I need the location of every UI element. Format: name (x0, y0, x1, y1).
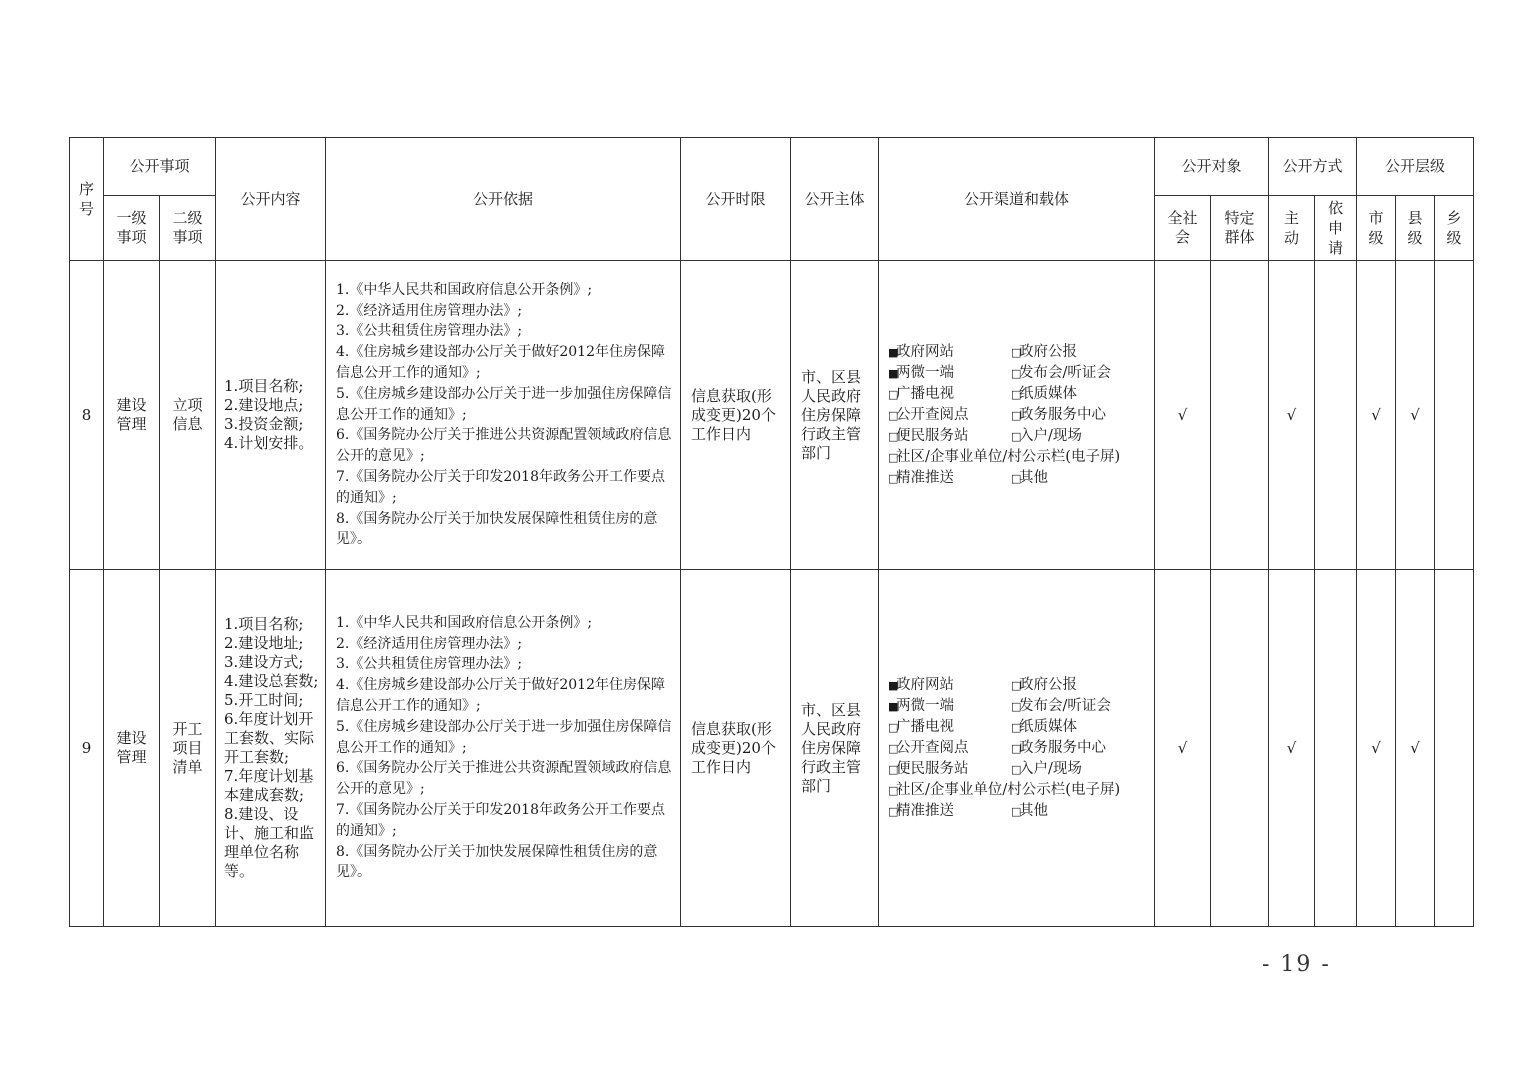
check-mode-request (1315, 261, 1357, 570)
header-level-city: 市级 (1357, 196, 1396, 261)
unchecked-box-icon: □ (888, 741, 899, 755)
unchecked-box-icon: □ (888, 408, 899, 422)
checked-box-icon: ■ (888, 366, 899, 380)
row-subject: 市、区县人民政府住房保障行政主管部门 (791, 570, 879, 927)
header-mode-group: 公开方式 (1269, 138, 1357, 196)
channel-radio-tv: □广播电视 (888, 717, 1011, 738)
unchecked-box-icon: □ (888, 762, 899, 776)
row-time-limit: 信息获取(形成变更)20个工作日内 (681, 570, 791, 927)
unchecked-box-icon: □ (888, 720, 899, 734)
header-content: 公开内容 (216, 138, 326, 261)
channel-bulletin-board: □社区/企事业单位/村公示栏(电子屏) (888, 447, 1146, 468)
channel-public-reading: □公开查阅点 (888, 405, 1011, 426)
check-target-specific (1211, 570, 1269, 927)
row-level2: 立项信息 (160, 261, 216, 570)
channel-door-to-door: □入户/现场 (1011, 759, 1134, 780)
basis-item: 8.《国务院办公厅关于加快发展保障性租赁住房的意见》。 (336, 510, 658, 548)
check-target-all: √ (1155, 570, 1211, 927)
content-line: 6.年度计划开工套数、实际开工套数; (224, 710, 315, 766)
unchecked-box-icon: □ (1011, 387, 1022, 401)
row-basis (326, 261, 681, 570)
content-line: 3.投资金额; (224, 415, 304, 433)
unchecked-box-icon: □ (1011, 678, 1022, 692)
row-seq: 9 (70, 570, 104, 927)
row-channels (879, 261, 1155, 570)
page-number: - 19 - (1262, 952, 1331, 977)
row-level1: 建设管理 (104, 261, 160, 570)
basis-item: 4.《住房城乡建设部办公厅关于做好2012年住房保障信息公开工作的通知》; (336, 677, 666, 714)
channel-press-hearing: □发布会/听证会 (1011, 363, 1134, 384)
header-item-group: 公开事项 (104, 138, 216, 196)
content-line: 8.建设、设计、施工和监理单位名称等。 (224, 805, 315, 880)
check-mode-active: √ (1269, 261, 1315, 570)
channel-radio-tv: □广播电视 (888, 384, 1011, 405)
row-subject: 市、区县人民政府住房保障行政主管部门 (791, 261, 879, 570)
check-level-city: √ (1357, 570, 1396, 927)
basis-item: 8.《国务院办公厅关于加快发展保障性租赁住房的意见》。 (336, 843, 658, 881)
basis-item: 3.《公共租赁住房管理办法》; (336, 323, 523, 340)
basis-item: 2.《经济适用住房管理办法》; (336, 302, 523, 319)
basis-item: 1.《中华人民共和国政府信息公开条例》; (336, 614, 593, 631)
channel-precise-push: □精准推送 (888, 468, 1011, 489)
header-subject: 公开主体 (791, 138, 879, 261)
channel-gov-website: ■政府网站 (888, 675, 1011, 696)
channel-weibo-wechat-app: ■两微一端 (888, 363, 1011, 384)
channel-public-reading: □公开查阅点 (888, 738, 1011, 759)
basis-item: 2.《经济适用住房管理办法》; (336, 635, 523, 652)
content-line: 2.建设地址; (224, 634, 304, 652)
channel-print-media: □纸质媒体 (1011, 717, 1134, 738)
row-basis (326, 570, 681, 927)
checked-box-icon: ■ (888, 699, 899, 713)
header-level-town: 乡级 (1435, 196, 1474, 261)
header-level-group: 公开层级 (1357, 138, 1474, 196)
disclosure-table (69, 137, 1474, 927)
unchecked-box-icon: □ (888, 783, 899, 797)
unchecked-box-icon: □ (1011, 741, 1022, 755)
channel-other: □其他 (1011, 468, 1134, 489)
basis-item: 5.《住房城乡建设部办公厅关于进一步加强住房保障信息公开工作的通知》; (336, 385, 672, 423)
basis-item: 6.《国务院办公厅关于推进公共资源配置领域政府信息公开的意见》; (336, 427, 672, 465)
content-line: 1.项目名称; (224, 615, 304, 633)
basis-item: 7.《国务院办公厅关于印发2018年政务公开工作要点的通知》; (336, 801, 666, 839)
basis-item: 7.《国务院办公厅关于印发2018年政务公开工作要点的通知》; (336, 468, 666, 506)
unchecked-box-icon: □ (888, 429, 899, 443)
row-channels (879, 570, 1155, 927)
table-row (70, 261, 1474, 570)
basis-item: 5.《住房城乡建设部办公厅关于进一步加强住房保障信息公开工作的通知》; (336, 718, 672, 756)
channel-precise-push: □精准推送 (888, 801, 1011, 822)
unchecked-box-icon: □ (888, 471, 899, 485)
unchecked-box-icon: □ (1011, 699, 1022, 713)
basis-item: 3.《公共租赁住房管理办法》; (336, 656, 523, 673)
check-level-town (1435, 261, 1474, 570)
header-target-group: 公开对象 (1155, 138, 1269, 196)
header-target-specific: 特定群体 (1211, 196, 1269, 261)
row-level2: 开工项目清单 (160, 570, 216, 927)
content-line: 5.开工时间; (224, 691, 304, 709)
header-level2: 二级事项 (160, 196, 216, 261)
channel-gov-gazette: □政府公报 (1011, 342, 1134, 363)
row-level1: 建设管理 (104, 570, 160, 927)
check-mode-request (1315, 570, 1357, 927)
checked-box-icon: ■ (888, 345, 899, 359)
channel-door-to-door: □入户/现场 (1011, 426, 1134, 447)
checked-box-icon: ■ (888, 678, 899, 692)
table-row (70, 570, 1474, 927)
row-seq: 8 (70, 261, 104, 570)
channel-gov-website: ■政府网站 (888, 342, 1011, 363)
header-level1: 一级事项 (104, 196, 160, 261)
unchecked-box-icon: □ (1011, 429, 1022, 443)
unchecked-box-icon: □ (1011, 804, 1022, 818)
channel-service-station: □便民服务站 (888, 426, 1011, 447)
channel-service-center: □政务服务中心 (1011, 738, 1134, 759)
content-line: 7.年度计划基本建成套数; (224, 767, 314, 804)
header-seq: 序号 (70, 138, 104, 261)
check-level-county: √ (1396, 570, 1435, 927)
check-level-town (1435, 570, 1474, 927)
unchecked-box-icon: □ (1011, 408, 1022, 422)
unchecked-box-icon: □ (888, 450, 899, 464)
unchecked-box-icon: □ (1011, 471, 1022, 485)
header-row-1 (70, 138, 1474, 196)
check-level-city: √ (1357, 261, 1396, 570)
header-channels: 公开渠道和载体 (879, 138, 1155, 261)
unchecked-box-icon: □ (888, 387, 899, 401)
header-level-county: 县级 (1396, 196, 1435, 261)
unchecked-box-icon: □ (888, 804, 899, 818)
row-content (216, 570, 326, 927)
channel-service-center: □政务服务中心 (1011, 405, 1134, 426)
check-target-all: √ (1155, 261, 1211, 570)
header-target-all: 全社会 (1155, 196, 1211, 261)
header-time-limit: 公开时限 (681, 138, 791, 261)
check-mode-active: √ (1269, 570, 1315, 927)
content-line: 1.项目名称; (224, 377, 304, 395)
unchecked-box-icon: □ (1011, 345, 1022, 359)
basis-item: 1.《中华人民共和国政府信息公开条例》; (336, 281, 593, 298)
content-line: 4.建设总套数; (224, 672, 319, 690)
channel-print-media: □纸质媒体 (1011, 384, 1134, 405)
header-mode-active: 主动 (1269, 196, 1315, 261)
channel-gov-gazette: □政府公报 (1011, 675, 1134, 696)
content-line: 4.计划安排。 (224, 434, 314, 452)
header-mode-request: 依申请 (1315, 196, 1357, 261)
content-line: 2.建设地点; (224, 396, 304, 414)
channel-other: □其他 (1011, 801, 1134, 822)
unchecked-box-icon: □ (1011, 720, 1022, 734)
unchecked-box-icon: □ (1011, 762, 1022, 776)
check-level-county: √ (1396, 261, 1435, 570)
content-line: 3.建设方式; (224, 653, 304, 671)
row-time-limit: 信息获取(形成变更)20个工作日内 (681, 261, 791, 570)
check-target-specific (1211, 261, 1269, 570)
header-basis: 公开依据 (326, 138, 681, 261)
basis-item: 4.《住房城乡建设部办公厅关于做好2012年住房保障信息公开工作的通知》; (336, 344, 666, 381)
row-content (216, 261, 326, 570)
basis-item: 6.《国务院办公厅关于推进公共资源配置领域政府信息公开的意见》; (336, 760, 672, 798)
unchecked-box-icon: □ (1011, 366, 1022, 380)
channel-press-hearing: □发布会/听证会 (1011, 696, 1134, 717)
channel-weibo-wechat-app: ■两微一端 (888, 696, 1011, 717)
channel-service-station: □便民服务站 (888, 759, 1011, 780)
channel-bulletin-board: □社区/企事业单位/村公示栏(电子屏) (888, 780, 1146, 801)
